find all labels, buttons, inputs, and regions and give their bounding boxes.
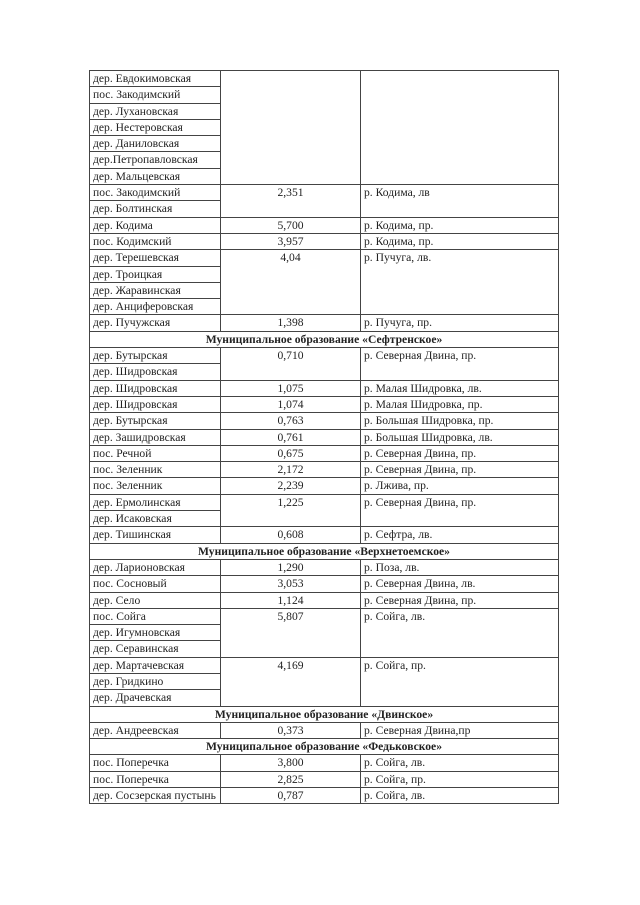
- settlement-name: дер. Игумновская: [90, 625, 221, 641]
- river-name: р. Северная Двина, пр.: [361, 592, 559, 608]
- area-value: 1,225: [221, 494, 361, 527]
- settlement-name: пос. Зеленник: [90, 478, 221, 494]
- settlement-name: пос. Речной: [90, 445, 221, 461]
- settlement-name: дер. Евдокимовская: [90, 71, 221, 87]
- settlement-name: дер.Петропавловская: [90, 152, 221, 168]
- table-row: [90, 494, 559, 510]
- settlement-name: дер. Ермолинская: [90, 494, 221, 510]
- table-row: [90, 250, 559, 266]
- table-row: [90, 559, 559, 575]
- river-name: р. Северная Двина, пр.: [361, 348, 559, 381]
- table-row: [90, 771, 559, 787]
- settlement-name: пос. Поперечка: [90, 755, 221, 771]
- settlement-name: пос. Зеленник: [90, 462, 221, 478]
- area-value: 0,710: [221, 348, 361, 381]
- river-name: р. Северная Двина, пр.: [361, 494, 559, 527]
- table-row: [90, 722, 559, 738]
- table-row: [90, 413, 559, 429]
- settlement-name: пос. Кодимский: [90, 233, 221, 249]
- settlement-name: дер. Драчевская: [90, 690, 221, 706]
- table-body: [90, 71, 559, 804]
- settlement-name: пос. Закодимский: [90, 87, 221, 103]
- table-row: [90, 233, 559, 249]
- section-row: [90, 739, 559, 755]
- settlement-name: дер. Троицкая: [90, 266, 221, 282]
- river-name: р. Сойга, пр.: [361, 657, 559, 706]
- river-name: р. Северная Двина, лв.: [361, 576, 559, 592]
- river-name: р. Кодима, пр.: [361, 233, 559, 249]
- table-row: [90, 396, 559, 412]
- river-name: р. Малая Шидровка, лв.: [361, 380, 559, 396]
- area-value: 4,04: [221, 250, 361, 315]
- river-name: р. Сойга, лв.: [361, 608, 559, 657]
- section-title: Муниципальное образование «Федьковское»: [90, 739, 559, 755]
- area-value: 0,373: [221, 722, 361, 738]
- table-row: [90, 657, 559, 673]
- settlement-name: пос. Сосновый: [90, 576, 221, 592]
- river-name: р. Пучуга, пр.: [361, 315, 559, 331]
- settlement-name: дер. Болтинская: [90, 201, 221, 217]
- area-value: [221, 71, 361, 185]
- table-row: [90, 608, 559, 624]
- river-name: р. Северная Двина, пр.: [361, 445, 559, 461]
- area-value: 3,800: [221, 755, 361, 771]
- river-name: р. Кодима, лв: [361, 185, 559, 218]
- river-name: р. Большая Шидровка, пр.: [361, 413, 559, 429]
- table-row: [90, 71, 559, 87]
- table-row: [90, 217, 559, 233]
- section-title: Муниципальное образование «Двинское»: [90, 706, 559, 722]
- settlement-name: дер. Мальцевская: [90, 168, 221, 184]
- river-name: р. Малая Шидровка, пр.: [361, 396, 559, 412]
- settlement-name: дер. Мартачевская: [90, 657, 221, 673]
- section-row: [90, 331, 559, 347]
- section-title: Муниципальное образование «Сефтренское»: [90, 331, 559, 347]
- settlement-name: пос. Поперечка: [90, 771, 221, 787]
- settlement-name: дер. Исаковская: [90, 511, 221, 527]
- settlement-name: пос. Закодимский: [90, 185, 221, 201]
- area-value: 4,169: [221, 657, 361, 706]
- river-name: р. Пучуга, лв.: [361, 250, 559, 315]
- settlement-name: дер. Жаравинская: [90, 282, 221, 298]
- area-value: 1,074: [221, 396, 361, 412]
- river-name: р. Поза, лв.: [361, 559, 559, 575]
- river-name: [361, 71, 559, 185]
- settlement-name: дер. Шидровская: [90, 396, 221, 412]
- area-value: 3,053: [221, 576, 361, 592]
- area-value: 2,351: [221, 185, 361, 218]
- area-value: 0,761: [221, 429, 361, 445]
- area-value: 2,825: [221, 771, 361, 787]
- table-row: [90, 527, 559, 543]
- river-name: р. Сойга, пр.: [361, 771, 559, 787]
- table-row: [90, 445, 559, 461]
- area-value: 5,700: [221, 217, 361, 233]
- settlement-name: дер. Даниловская: [90, 136, 221, 152]
- table-row: [90, 788, 559, 804]
- area-value: 0,675: [221, 445, 361, 461]
- area-value: 1,124: [221, 592, 361, 608]
- area-value: 2,239: [221, 478, 361, 494]
- river-name: р. Кодима, пр.: [361, 217, 559, 233]
- river-name: р. Сойга, лв.: [361, 755, 559, 771]
- table-row: [90, 592, 559, 608]
- table-row: [90, 576, 559, 592]
- settlement-name: дер. Нестеровская: [90, 119, 221, 135]
- area-value: 3,957: [221, 233, 361, 249]
- table-row: [90, 380, 559, 396]
- table-row: [90, 478, 559, 494]
- settlement-name: дер. Серавинская: [90, 641, 221, 657]
- settlement-name: дер. Гридкино: [90, 673, 221, 689]
- area-value: 0,763: [221, 413, 361, 429]
- settlement-name: дер. Шидровская: [90, 380, 221, 396]
- settlement-name: дер. Бутырская: [90, 413, 221, 429]
- settlement-name: дер. Терешевская: [90, 250, 221, 266]
- settlement-name: дер. Пучужская: [90, 315, 221, 331]
- settlement-name: дер. Сосзерская пустынь: [90, 788, 221, 804]
- settlement-name: дер. Ларионовская: [90, 559, 221, 575]
- section-row: [90, 543, 559, 559]
- settlement-name: дер. Шидровская: [90, 364, 221, 380]
- river-name: р. Северная Двина,пр: [361, 722, 559, 738]
- settlement-name: дер. Бутырская: [90, 348, 221, 364]
- settlement-name: пос. Сойга: [90, 608, 221, 624]
- river-name: р. Большая Шидровка, лв.: [361, 429, 559, 445]
- river-name: р. Северная Двина, пр.: [361, 462, 559, 478]
- settlement-name: дер. Тишинская: [90, 527, 221, 543]
- table-row: [90, 315, 559, 331]
- section-row: [90, 706, 559, 722]
- area-value: 1,290: [221, 559, 361, 575]
- table-row: [90, 429, 559, 445]
- area-value: 5,807: [221, 608, 361, 657]
- settlement-name: дер. Село: [90, 592, 221, 608]
- settlements-table: [89, 70, 559, 804]
- area-value: 1,075: [221, 380, 361, 396]
- area-value: 2,172: [221, 462, 361, 478]
- river-name: р. Сойга, лв.: [361, 788, 559, 804]
- river-name: р. Лжива, пр.: [361, 478, 559, 494]
- table-row: [90, 462, 559, 478]
- area-value: 0,787: [221, 788, 361, 804]
- area-value: 0,608: [221, 527, 361, 543]
- section-title: Муниципальное образование «Верхнетоемское»: [90, 543, 559, 559]
- settlement-name: дер. Зашидровская: [90, 429, 221, 445]
- settlement-name: дер. Лухановская: [90, 103, 221, 119]
- settlement-name: дер. Андреевская: [90, 722, 221, 738]
- table-row: [90, 348, 559, 364]
- area-value: 1,398: [221, 315, 361, 331]
- table-row: [90, 755, 559, 771]
- settlement-name: дер. Кодима: [90, 217, 221, 233]
- table-row: [90, 185, 559, 201]
- river-name: р. Сефтра, лв.: [361, 527, 559, 543]
- settlement-name: дер. Анциферовская: [90, 299, 221, 315]
